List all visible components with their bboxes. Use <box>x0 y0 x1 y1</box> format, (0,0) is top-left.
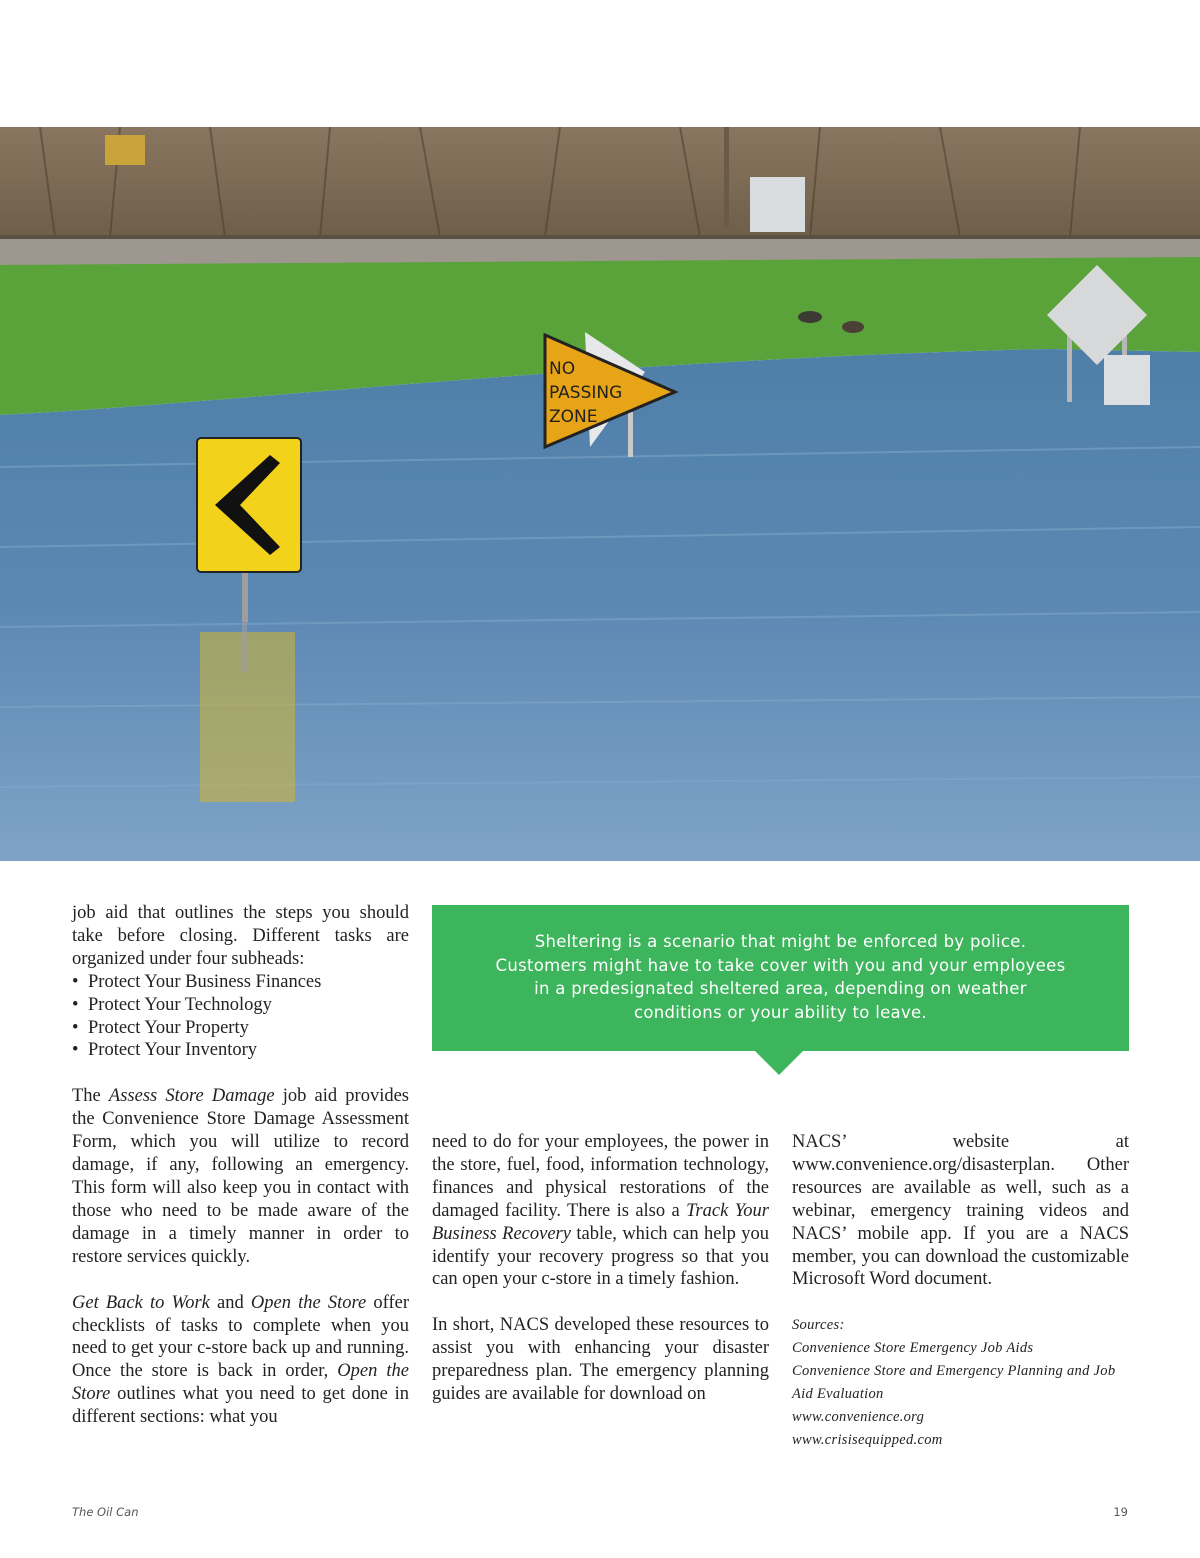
sign-text-line2: PASSING <box>549 383 623 403</box>
title-track-your-business-recovery: Track Your Business Recovery <box>432 1200 769 1244</box>
callout-pointer <box>755 1051 803 1075</box>
source-item: Convenience Store and Emergency Planning and Job Aid Evaluation <box>792 1363 1116 1403</box>
text-run: job aid provides the Convenience Store Damage Assessment Form, which you will utilize to record damage, if any, following an emergency. This form will also keep you in contact with those who need to be made aware of the damage in a timely manner in order to restore services quickly. <box>72 1086 410 1267</box>
title-assess-store-damage: Assess Store Damage <box>108 1086 275 1107</box>
col2-paragraph-1 <box>432 1131 769 1291</box>
col3-paragraph-1: NACS’ website at www.convenience.org/disasterplan. Other resources are available as well, such as a webinar, emergency training videos and NACS’ mobile app. If you are a NACS member, you can download the customizable Microsoft Word document. <box>792 1132 1129 1290</box>
source-item: Convenience Store Emergency Job Aids <box>792 1340 1034 1357</box>
text-column-1 <box>72 902 409 1429</box>
source-item: www.convenience.org <box>792 1408 925 1425</box>
text-run: need to do for your employees, the power in the store, fuel, food, information technology, finances and physical restorations of the damaged facility. There is also a <box>432 1132 769 1221</box>
pull-quote-text: Sheltering is a scenario that might be enforced by police. Customers might have to take cover with you and your employees in a predesignated sheltered area, depending on weather conditions or your ability to leave. <box>495 932 1066 1022</box>
list-item: • Protect Your Technology <box>72 994 409 1017</box>
col1-paragraph-assess <box>72 1085 409 1268</box>
text-run: table, which can help you identify your recovery progress so that you can open your c-store in a timely fashion. <box>432 1223 769 1290</box>
text-column-3 <box>792 1131 1129 1452</box>
list-item: • Protect Your Business Finances <box>72 971 409 994</box>
flood-photo-illustration <box>0 127 1200 861</box>
text-run: The <box>72 1086 109 1107</box>
sign-text-line3: ZONE <box>549 407 598 427</box>
text-column-2 <box>432 1131 769 1406</box>
text-run: offer checklists of tasks to complete when you need to get your c-store back up and running. Once the store is back in order, <box>72 1292 410 1382</box>
footer-page-number: 19 <box>1113 1505 1128 1519</box>
source-item: www.crisisequipped.com <box>792 1431 943 1448</box>
pull-quote-callout <box>432 905 1129 1051</box>
sign-text-line1: NO <box>549 359 576 379</box>
title-get-back-to-work: Get Back to Work <box>72 1292 210 1313</box>
list-item: • Protect Your Property <box>72 1017 409 1040</box>
list-item: • Protect Your Inventory <box>72 1039 409 1062</box>
footer-publication-name: The Oil Can <box>72 1505 139 1519</box>
flood-photo <box>0 127 1200 861</box>
sources-list <box>792 1314 1129 1451</box>
text-run: outlines what you need to get done in different sections: what you <box>72 1384 409 1428</box>
col1-paragraph-get-back <box>72 1292 409 1429</box>
text-run: and <box>209 1292 251 1313</box>
title-open-the-store: Open the Store <box>250 1292 367 1313</box>
sources-heading: Sources: <box>792 1317 845 1334</box>
subheads-list <box>72 971 409 1063</box>
title-open-the-store: Open the Store <box>72 1361 409 1405</box>
col2-paragraph-2: In short, NACS developed these resources to assist you with enhancing your disaster preparedness plan. The emergency planning guides are available for download on <box>432 1315 769 1405</box>
col1-intro: job aid that outlines the steps you should take before closing. Different tasks are organized under four subheads: <box>72 903 409 969</box>
